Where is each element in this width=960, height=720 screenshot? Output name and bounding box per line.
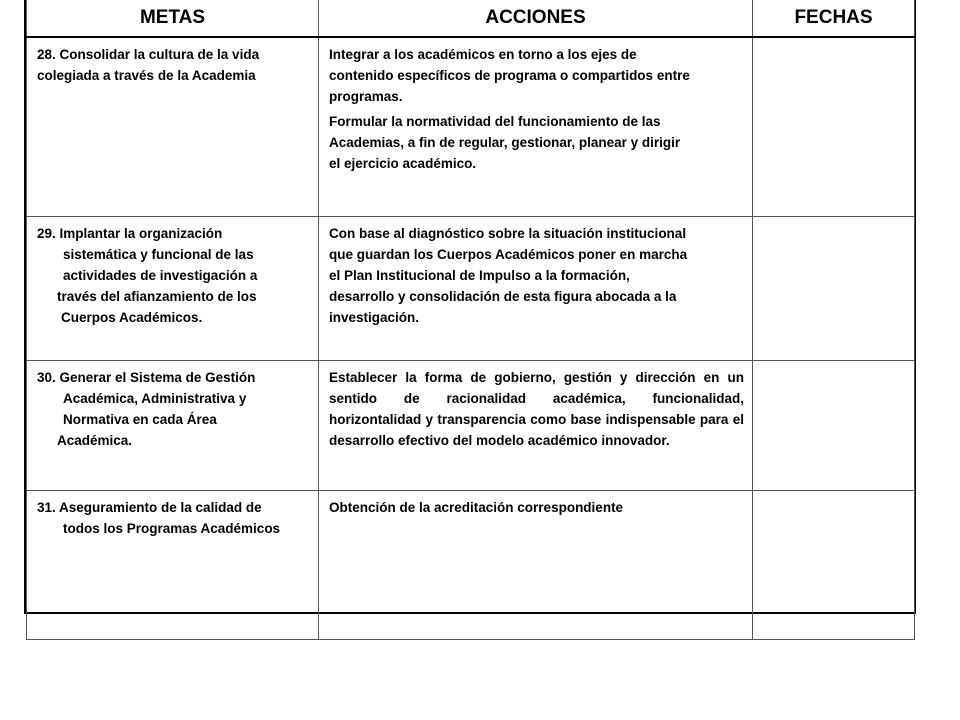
header-row	[27, 0, 915, 37]
header-acciones: ACCIONES	[319, 0, 753, 37]
fecha-cell	[753, 217, 915, 361]
fecha-cell	[753, 361, 915, 491]
accion-line: desarrollo y consolidación de esta figura abocada a la	[329, 289, 677, 304]
goals-table	[26, 0, 915, 640]
acciones-cell	[319, 217, 753, 361]
accion-line: Obtención de la acreditación correspondiente	[329, 500, 624, 515]
accion-line: Integrar a los académicos en torno a los ejes de	[329, 47, 637, 62]
meta-line: colegiada a través de la Academia	[37, 68, 256, 83]
table-row	[27, 491, 915, 640]
accion-line: contenido específicos de programa o compartidos entre	[329, 68, 690, 83]
accion-line: el ejercicio académico.	[329, 156, 477, 171]
meta-line: Académica.	[57, 433, 133, 448]
meta-line: 28. Consolidar la cultura de la vida	[37, 47, 260, 62]
accion-line: que guardan los Cuerpos Académicos poner en marcha	[329, 247, 688, 262]
meta-line: sistemática y funcional de las	[63, 247, 254, 262]
meta-line: Normativa en cada Área	[63, 412, 217, 427]
header-metas: METAS	[27, 0, 319, 37]
acciones-cell	[319, 37, 753, 217]
meta-cell	[27, 491, 319, 640]
goals-table-sheet	[24, 0, 916, 614]
accion-paragraph	[329, 44, 744, 107]
meta-line: 29. Implantar la organización	[37, 226, 223, 241]
accion-paragraph	[329, 497, 744, 518]
acciones-cell	[319, 361, 753, 491]
header-fechas: FECHAS	[753, 0, 915, 37]
meta-line: actividades de investigación a	[63, 268, 258, 283]
accion-line: investigación.	[329, 310, 420, 325]
table-row	[27, 361, 915, 491]
accion-line: Academias, a fin de regular, gestionar, planear y dirigir	[329, 135, 681, 150]
meta-line: todos los Programas Académicos	[63, 521, 281, 536]
accion-line: Con base al diagnóstico sobre la situación institucional	[329, 226, 687, 241]
acciones-cell	[319, 491, 753, 640]
accion-line: programas.	[329, 89, 403, 104]
accion-paragraph: Establecer la forma de gobierno, gestión y dirección en un sentido de racionalidad académica, funcionalidad, horizontalidad y transparencia como base indispensable para el desarrollo efectivo del modelo académico innovador.	[329, 370, 744, 448]
meta-line: Académica, Administrativa y	[63, 391, 247, 406]
accion-line: el Plan Institucional de Impulso a la formación,	[329, 268, 630, 283]
accion-paragraph	[329, 111, 744, 174]
meta-line: 31. Aseguramiento de la calidad de	[37, 500, 262, 515]
meta-cell	[27, 37, 319, 217]
meta-cell	[27, 217, 319, 361]
table-row	[27, 217, 915, 361]
fecha-cell	[753, 491, 915, 640]
meta-cell	[27, 361, 319, 491]
fecha-cell	[753, 37, 915, 217]
accion-paragraph	[329, 223, 744, 328]
table-row	[27, 37, 915, 217]
accion-line: Formular la normatividad del funcionamiento de las	[329, 114, 661, 129]
meta-line: Cuerpos Académicos.	[61, 310, 203, 325]
meta-line: través del afianzamiento de los	[57, 289, 257, 304]
meta-line: 30. Generar el Sistema de Gestión	[37, 370, 256, 385]
